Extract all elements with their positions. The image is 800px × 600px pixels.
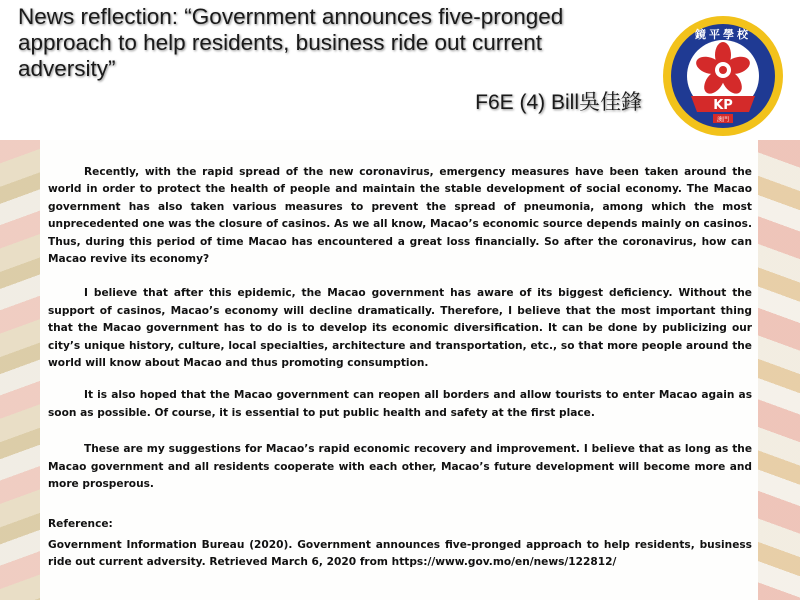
author-label: F6E (4) Bill吳佳鋒 xyxy=(475,91,642,114)
paragraph-diversification: I believe that after this epidemic, the Macao government has aware of its biggest deficiency. Without the support of casinos, Macao’s economy will decline dramatically. Therefore, I believe that the most important thing that the Macao government has to do is to develop its economic diversification. It can be done by publicizing our city’s unique history, culture, local specialties, architecture and transportation, etc., so that more people around the world will know about Macao and thus promoting consumption. xyxy=(48,287,752,370)
background-collage-left xyxy=(0,140,40,600)
paragraph-intro: Recently, with the rapid spread of the new coronavirus, emergency measures have been taken around the world in order to protect the health of people and maintain the stable development of social economy. The Macao government has also taken various measures to prevent the spread of pneumonia, among which the most unprecedented one was the closure of casinos. As we all know, Macao’s economic source depends mainly on casinos. Thus, during this period of time Macao has encountered a great loss financially. So after the coronavirus, how can Macao revive its economy? xyxy=(48,166,752,266)
logo-bottom-text: 澳門 xyxy=(716,116,730,124)
paragraph-conclusion: These are my suggestions for Macao’s rapid economic recovery and improvement. I believe that as long as the Macao government and all residents cooperate with each other, Macao’s future development will become more and more prosperous. xyxy=(48,443,752,491)
logo-badge-text: KP xyxy=(713,98,733,113)
reflection-body xyxy=(48,164,752,572)
school-logo xyxy=(661,14,785,138)
slide-header xyxy=(0,0,800,140)
slide-title: News reflection: “Government announces five-pronged approach to help residents, business ride out current adversity” xyxy=(18,4,564,81)
logo-top-text: 鏡平學校 xyxy=(695,28,751,41)
background-collage-right xyxy=(758,140,800,600)
reference-entry: Government Information Bureau (2020). Government announces five-pronged approach to help residents, business ride out current adversity. Retrieved March 6, 2020 from https://www.gov.mo/en/news/122812/ xyxy=(48,538,752,569)
reference-heading: Reference: xyxy=(48,517,113,530)
paragraph-borders: It is also hoped that the Macao government can reopen all borders and allow tourists to enter Macao again as soon as possible. Of course, it is essential to put public health and safety at the first place. xyxy=(48,389,752,419)
